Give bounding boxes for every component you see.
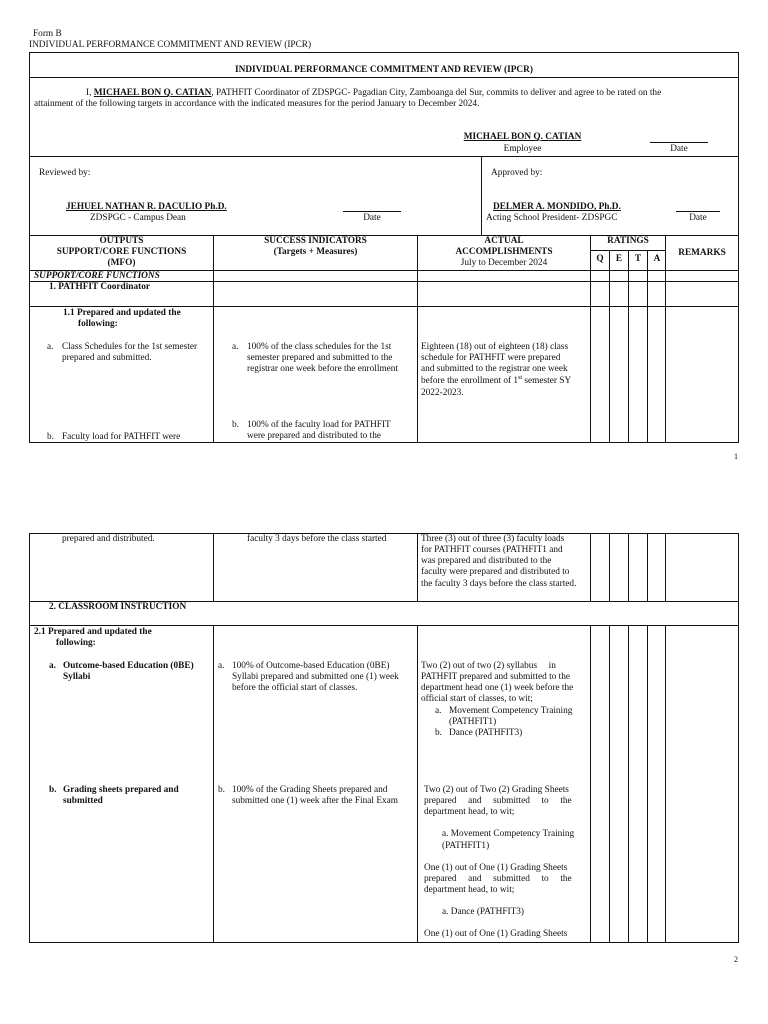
employee-date-label: Date — [670, 144, 688, 154]
reviewer-date-label: Date — [363, 213, 381, 223]
reviewer-name: JEHUEL NATHAN R. DACULIO Ph.D. — [66, 202, 227, 212]
output-grading-sheets: Grading sheets prepared and submitted — [63, 785, 179, 807]
indicator-class-schedules: 100% of the class schedules for the 1st semester prepared and submitted to the registrar one week before the enrollment — [247, 342, 399, 375]
reviewer-role: ZDSPGC - Campus Dean — [90, 213, 186, 223]
indicator-faculty-load-cont: faculty 3 days before the class started — [247, 534, 387, 544]
col-line — [609, 625, 610, 943]
col-line — [647, 533, 648, 601]
header-ratings: RATINGS — [607, 236, 649, 246]
commitment-line-1: I, MICHAEL BON Q. CATIAN, PATHFIT Coordinator of ZDSPGC- Pagadian City, Zamboanga del Sur, commits to deliver and agree to be rated on the — [86, 88, 662, 98]
accomplishment-grading-sheets: Two (2) out of Two (2) Grading Sheets prepared and submitted to the department head, to wit; a. Movement Competency Training (PATHFIT1) One (1) out of One (1) Grading Sheets prepared and submitted to the department head, to wit; a. Dance (PATHFIT3) One (1) out of One (1) Grading Sheets — [424, 785, 575, 940]
col-line — [647, 625, 648, 943]
indicator-obe-syllabi: 100% of Outcome-based Education (0BE) Syllabi prepared and submitted one (1) week before the official start of classes. — [232, 661, 399, 694]
page-number: 1 — [734, 452, 738, 461]
list-letter: a. — [232, 342, 239, 352]
border-right — [738, 52, 739, 443]
border-right — [738, 533, 739, 943]
border-bottom — [29, 942, 739, 943]
reviewer-date-line — [343, 211, 401, 212]
col-line — [213, 533, 214, 601]
list-letter: b. — [49, 785, 57, 795]
employee-date-line — [650, 142, 708, 143]
col-line — [628, 533, 629, 601]
divider — [29, 77, 739, 78]
col-line — [213, 625, 214, 943]
form-label: Form B — [33, 29, 62, 39]
col-line — [665, 235, 666, 443]
page-number: 2 — [734, 955, 738, 964]
accomplishment-class-schedules: Eighteen (18) out of eighteen (18) class schedule for PATHFIT were prepared and submitted to the registrar one week before the enrollment of 1st semester SY 2022-2023. — [421, 342, 572, 398]
list-letter: a. — [49, 661, 56, 671]
col-line — [665, 533, 666, 601]
border-top — [29, 52, 739, 53]
rating-q: Q — [596, 254, 604, 264]
col-line — [628, 250, 629, 443]
border-left — [29, 533, 30, 943]
accomplishment-faculty-load: Three (3) out of three (3) faculty loads for PATHFIT courses (PATHFIT1 and was prepared and distributed to the faculty were prepared and distributed to the faculty 3 days before the class started. — [421, 534, 577, 589]
rating-t: T — [634, 254, 642, 264]
header-actual: ACTUAL ACCOMPLISHMENTS July to December 2024 — [455, 236, 553, 269]
commitment-line-2: attainment of the following targets in accordance with the indicated measures for the period January to December 2024. — [34, 99, 480, 109]
sub-item-1-1: 1.1 Prepared and updated the following: — [63, 308, 181, 330]
col-line — [590, 235, 591, 443]
divider-vertical — [481, 156, 482, 236]
row-line — [29, 306, 739, 307]
list-letter: a. — [218, 661, 225, 671]
col-line — [628, 625, 629, 943]
col-line — [609, 250, 610, 443]
sub-item-2-1: 2.1 Prepared and updated the following: — [34, 627, 152, 649]
output-obe-syllabi: Outcome-based Education (0BE) Syllabi — [63, 661, 194, 683]
col-line — [417, 533, 418, 601]
rating-e: E — [615, 254, 623, 264]
output-faculty-load-cont: prepared and distributed. — [62, 534, 155, 544]
divider — [29, 156, 739, 157]
approver-role: Acting School President- ZDSPGC — [486, 213, 618, 223]
col-line — [590, 625, 591, 943]
employee-name-inline: MICHAEL BON Q. CATIAN — [93, 88, 212, 98]
approver-name: DELMER A. MONDIDO, Ph.D. — [493, 202, 621, 212]
item-classroom-instruction: 2. CLASSROOM INSTRUCTION — [49, 602, 187, 612]
rating-a: A — [653, 254, 661, 264]
reviewed-label: Reviewed by: — [39, 168, 91, 178]
approved-label: Approved by: — [491, 168, 543, 178]
col-line — [647, 250, 648, 443]
approver-date-line — [676, 211, 720, 212]
list-letter: b. — [218, 785, 225, 795]
col-line — [590, 533, 591, 601]
row-line — [29, 625, 739, 626]
output-faculty-load: Faculty load for PATHFIT were — [62, 432, 181, 442]
indicator-grading-sheets: 100% of the Grading Sheets prepared and submitted one (1) week after the Final Exam — [232, 785, 399, 807]
list-letter: b. — [232, 420, 239, 430]
col-line — [609, 533, 610, 601]
employee-role: Employee — [503, 144, 542, 154]
col-line — [213, 235, 214, 443]
employee-signature-name: MICHAEL BON Q. CATIAN — [463, 132, 582, 142]
section-label: SUPPORT/CORE FUNCTIONS — [34, 271, 160, 281]
indicator-faculty-load: 100% of the faculty load for PATHFIT were prepared and distributed to the — [247, 420, 391, 442]
list-letter: b. — [47, 432, 54, 442]
header-success-indicators: SUCCESS INDICATORS (Targets + Measures) — [264, 236, 367, 258]
form-title: INDIVIDUAL PERFORMANCE COMMITMENT AND REVIEW (IPCR) — [29, 40, 312, 50]
col-line — [665, 625, 666, 943]
item-pathfit-coordinator: 1. PATHFIT Coordinator — [49, 282, 150, 292]
accomplishment-obe-syllabi: Two (2) out of two (2) syllabus in PATHFIT prepared and submitted to the department head one (1) week before the official start of classes, to wit; a. Movement Competency Training (PATHFIT1) b. Dance (PATHFIT3) — [421, 661, 574, 738]
list-letter: a. — [47, 342, 54, 352]
approver-date-label: Date — [689, 213, 707, 223]
output-class-schedules: Class Schedules for the 1st semester prepared and submitted. — [62, 342, 198, 364]
box-title: INDIVIDUAL PERFORMANCE COMMITMENT AND REVIEW (IPCR) — [235, 65, 533, 75]
header-remarks: REMARKS — [678, 248, 726, 258]
col-line — [417, 625, 418, 943]
header-outputs: OUTPUTS SUPPORT/CORE FUNCTIONS (MFO) — [56, 236, 187, 269]
